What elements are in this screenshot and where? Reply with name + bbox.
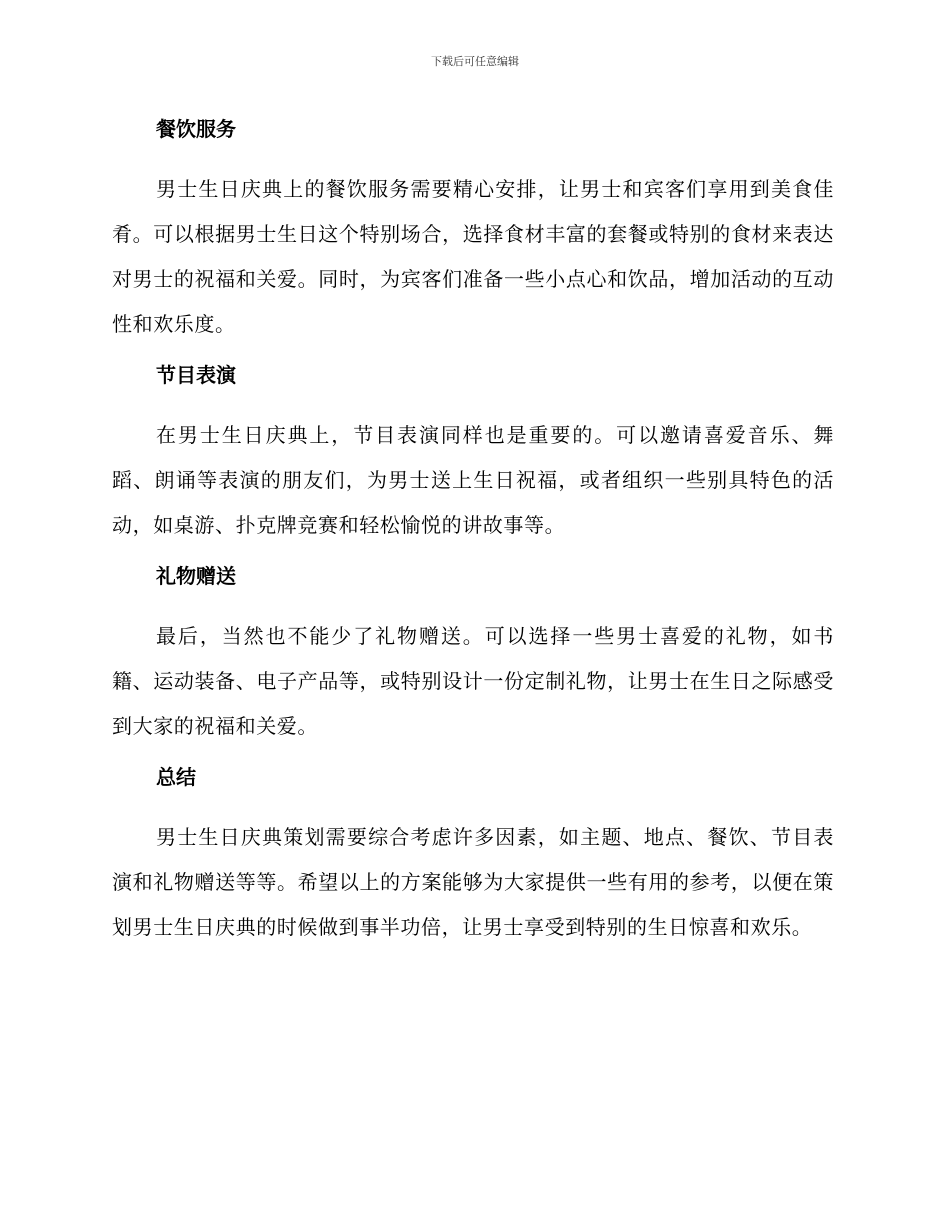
section-paragraph-gifts: 最后，当然也不能少了礼物赠送。可以选择一些男士喜爱的礼物，如书籍、运动装备、电子产品等，或特别设计一份定制礼物，让男士在生日之际感受到大家的祝福和关爱。 [112, 624, 834, 738]
section-paragraph-summary: 男士生日庆典策划需要综合考虑许多因素，如主题、地点、餐饮、节目表演和礼物赠送等等。希望以上的方案能够为大家提供一些有用的参考，以便在策划男士生日庆典的时候做到事半功倍，让男士享受到特别的生日惊喜和欢乐。 [112, 825, 834, 939]
section-heading-performance: 节目表演 [156, 363, 236, 387]
header-note: 下载后可任意编辑 [431, 55, 519, 68]
section-paragraph-performance: 在男士生日庆典上，节目表演同样也是重要的。可以邀请喜爱音乐、舞蹈、朗诵等表演的朋友们，为男士送上生日祝福，或者组织一些别具特色的活动，如桌游、扑克牌竞赛和轻松愉悦的讲故事等。 [112, 423, 834, 537]
document-body [112, 109, 834, 958]
section-heading-gifts: 礼物赠送 [156, 564, 236, 588]
section-paragraph-catering: 男士生日庆典上的餐饮服务需要精心安排，让男士和宾客们享用到美食佳肴。可以根据男士生日这个特别场合，选择食材丰富的套餐或特别的食材来表达对男士的祝福和关爱。同时，为宾客们准备一些小点心和饮品，增加活动的互动性和欢乐度。 [112, 177, 834, 336]
section-heading-catering: 餐饮服务 [156, 117, 236, 141]
section-heading-summary: 总结 [156, 765, 196, 789]
